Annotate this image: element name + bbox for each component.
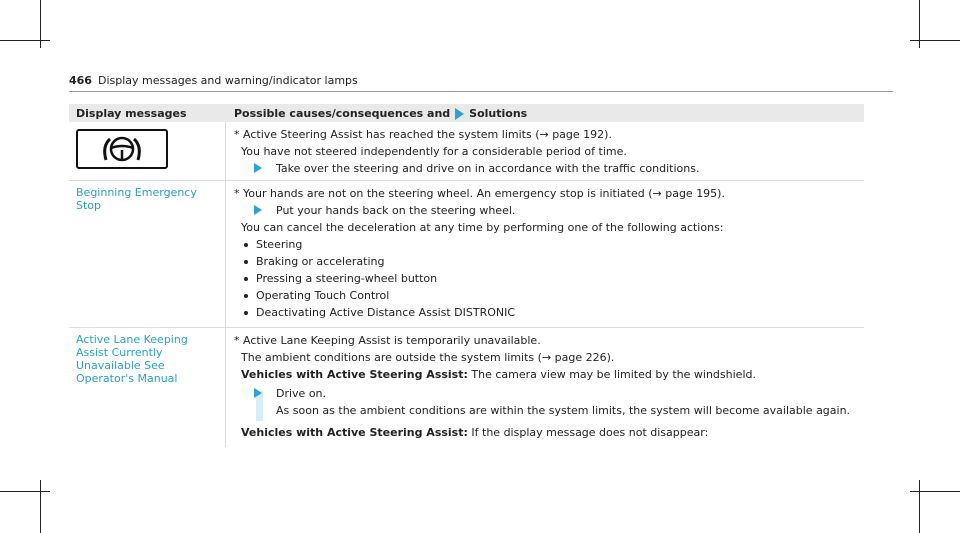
row3-vehicles-note	[234, 366, 864, 383]
crop-mark	[910, 491, 960, 492]
row3-action	[234, 385, 864, 402]
table-header	[69, 104, 864, 122]
list-item: Pressing a steering-wheel button	[234, 270, 864, 287]
row2-action-text: Put your hands back on the steering wheel.	[276, 204, 516, 217]
col2-header-prefix: Possible causes/consequences and	[234, 107, 451, 120]
header-rule	[69, 91, 893, 92]
table-row	[69, 122, 864, 181]
page-number: 466	[69, 74, 92, 87]
list-item: Deactivating Active Distance Assist DISTRONIC	[234, 304, 864, 321]
crop-mark	[919, 480, 920, 533]
row2-info: You can cancel the deceleration at any time by performing one of the following actions:	[241, 221, 724, 234]
message-icon-cell	[76, 127, 221, 169]
row3-action-detail: As soon as the ambient conditions are within the system limits, the system will become available again.	[276, 404, 851, 417]
action-triangle-icon	[254, 205, 262, 215]
row3-vehicles-text: The camera view may be limited by the windshield.	[467, 368, 756, 381]
crop-mark	[0, 491, 50, 492]
action-triangle-icon	[455, 108, 464, 120]
list-item: Operating Touch Control	[234, 287, 864, 304]
row3-vehicles-text-2: If the display message does not disappear:	[467, 426, 709, 439]
crop-mark	[0, 40, 50, 41]
row3-action-text: Drive on.	[276, 387, 327, 400]
list-item: Braking or accelerating	[234, 253, 864, 270]
messages-table	[69, 104, 864, 447]
row1-action	[234, 160, 864, 177]
row1-action-text: Take over the steering and drive on in accordance with the traffic conditions.	[276, 162, 700, 175]
row3-consequence: The ambient conditions are outside the system limits (→ page 226).	[241, 351, 615, 364]
col2-header	[234, 107, 527, 120]
row3-vehicles-label-2: Vehicles with Active Steering Assist:	[241, 426, 468, 439]
steering-wheel-hands-icon	[76, 129, 168, 169]
list-item: Steering	[234, 236, 864, 253]
row3-message: Active Lane Keeping Assist Currently Unavailable See Operator's Manual	[76, 333, 188, 385]
header-title: Display messages and warning/indicator lamps	[97, 74, 358, 87]
crop-mark	[40, 480, 41, 533]
row3-vehicles-note-2	[234, 424, 864, 441]
col2-header-suffix: Solutions	[469, 107, 528, 120]
action-triangle-icon	[254, 388, 262, 398]
table-row	[69, 328, 864, 447]
row3-cause: * Active Lane Keeping Assist is temporarily unavailable.	[234, 334, 541, 347]
col1-header: Display messages	[76, 107, 187, 120]
page-header	[69, 74, 358, 87]
row2-cause: * Your hands are not on the steering wheel. An emergency stop is initiated (→ page 195).	[234, 187, 725, 200]
row3-vehicles-label: Vehicles with Active Steering Assist:	[241, 368, 468, 381]
row1-cause: * Active Steering Assist has reached the system limits (→ page 192).	[234, 128, 612, 141]
row1-consequence: You have not steered independently for a considerable period of time.	[241, 145, 627, 158]
crop-mark	[910, 40, 960, 41]
action-triangle-icon	[254, 163, 262, 173]
row2-message: Beginning Emergency Stop	[76, 186, 197, 212]
table-row	[69, 181, 864, 328]
row2-action	[234, 202, 864, 219]
